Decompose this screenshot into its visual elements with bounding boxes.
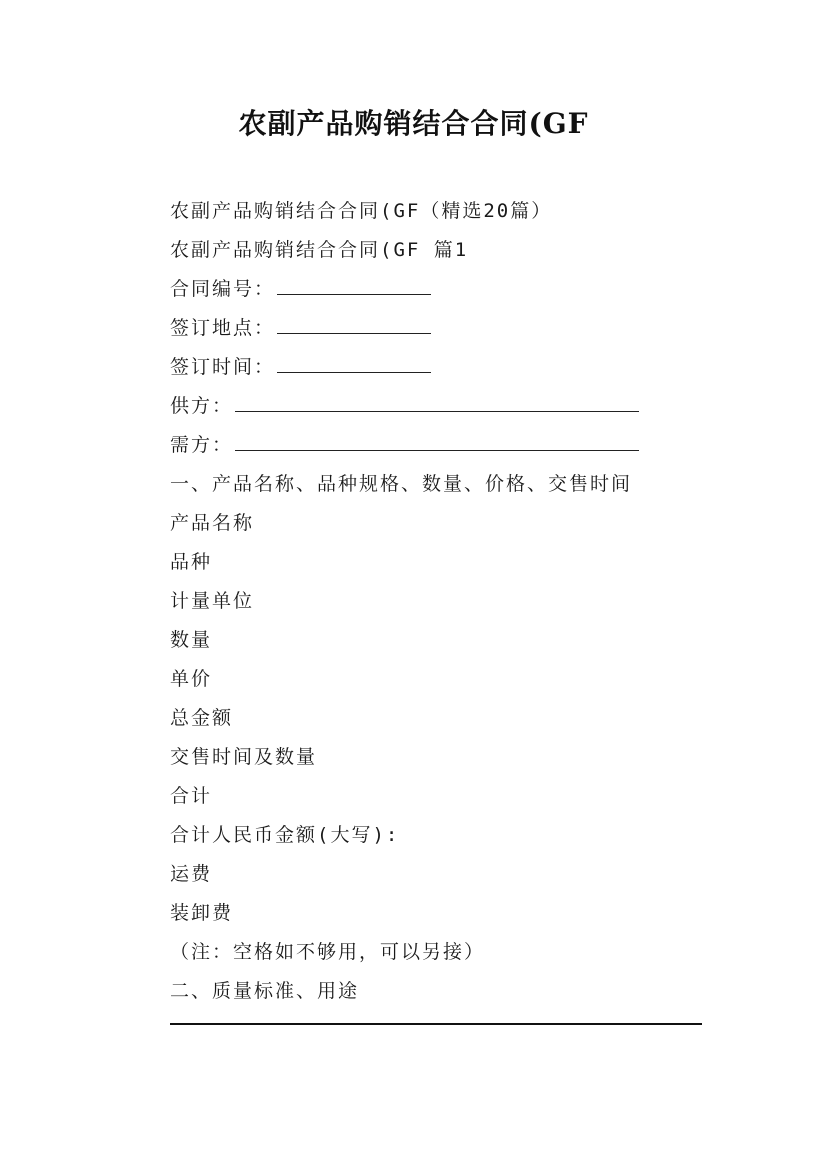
clause-1-title: 一、产品名称、品种规格、数量、价格、交售时间 (170, 473, 633, 495)
sign-time-label: 签订时间： (170, 356, 276, 378)
list-item-total-amount: 总金额 (170, 707, 234, 729)
document-body (170, 196, 730, 1015)
document-heading: 农副产品购销结合合同(GF（精选20篇） (170, 200, 553, 222)
list-item-unit-price: 单价 (170, 668, 213, 690)
supplier-blank (235, 395, 639, 412)
note-line: （注：空格如不够用，可以另接） (170, 941, 486, 963)
list-item-handling-fee: 装卸费 (170, 902, 234, 924)
contract-number-field (170, 274, 730, 313)
supplier-field (170, 391, 730, 430)
clause-2-title: 二、质量标准、用途 (170, 980, 360, 1002)
sign-time-field (170, 352, 730, 391)
buyer-blank (235, 434, 639, 451)
list-item-total-rmb: 合计人民币金额(大写): (170, 824, 400, 846)
buyer-label: 需方： (170, 434, 234, 456)
list-item-product-name: 产品名称 (170, 512, 255, 534)
list-item-quantity: 数量 (170, 629, 213, 651)
list-item-freight: 运费 (170, 863, 213, 885)
list-item-total: 合计 (170, 785, 213, 807)
list-item-unit: 计量单位 (170, 590, 255, 612)
horizontal-rule (170, 1023, 702, 1025)
section-title: 农副产品购销结合合同(GF 篇1 (170, 239, 469, 261)
sign-place-blank (277, 317, 431, 334)
list-item-variety: 品种 (170, 551, 213, 573)
sign-time-blank (277, 356, 431, 373)
sign-place-label: 签订地点： (170, 317, 276, 339)
supplier-label: 供方： (170, 395, 234, 417)
document-title: 农副产品购销结合合同(GF (238, 107, 589, 140)
sign-place-field (170, 313, 730, 352)
contract-number-label: 合同编号： (170, 278, 276, 300)
contract-number-blank (277, 278, 431, 295)
list-item-delivery-time: 交售时间及数量 (170, 746, 318, 768)
buyer-field (170, 430, 730, 469)
